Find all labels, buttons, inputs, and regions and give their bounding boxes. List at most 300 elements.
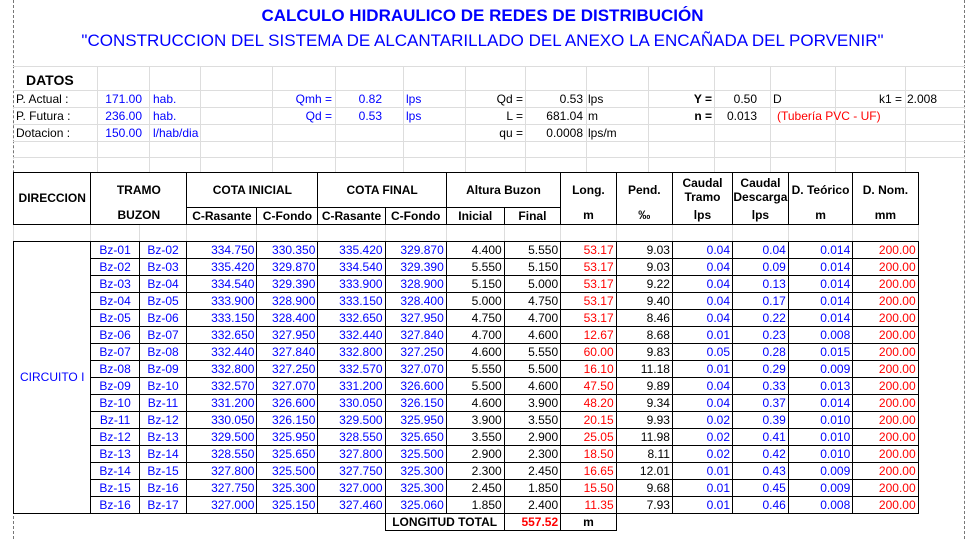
gridline	[648, 66, 649, 172]
d-teorico-cell: 0.009	[788, 479, 852, 496]
cota-ini-fondo-cell: 325.650	[257, 445, 318, 462]
d-teorico-cell: 0.015	[788, 343, 852, 360]
cota-fin-fondo-cell: 325.650	[385, 428, 446, 445]
longitud-cell: 53.17	[561, 292, 617, 309]
cota-ini-fondo-cell: 326.600	[257, 394, 318, 411]
cota-fin-rasante-cell: 330.050	[318, 394, 385, 411]
altura-inicial-cell: 5.150	[446, 275, 504, 292]
d-nominal-cell: 200.00	[853, 326, 918, 343]
col-direccion: DIRECCION	[14, 173, 91, 225]
col-tramo: TRAMO	[91, 173, 187, 208]
col-c-rasante-ini: C-Rasante	[187, 207, 257, 224]
col-long-unit: m	[561, 207, 617, 224]
d-nominal-cell: 200.00	[853, 377, 918, 394]
altura-inicial-cell: 4.600	[446, 343, 504, 360]
cota-fin-rasante-cell: 327.750	[318, 462, 385, 479]
cota-fin-fondo-cell: 325.060	[385, 496, 446, 513]
cota-ini-rasante-cell: 334.750	[187, 241, 257, 258]
altura-final-cell: 5.500	[504, 360, 560, 377]
col-caudal-descarga	[733, 173, 789, 208]
cota-ini-rasante-cell: 327.000	[187, 496, 257, 513]
altura-inicial-cell: 1.850	[446, 496, 504, 513]
caudal-descarga-line1: Caudal	[740, 176, 781, 190]
cota-ini-fondo-cell: 329.390	[257, 275, 318, 292]
altura-inicial-cell: 2.450	[446, 479, 504, 496]
cota-ini-rasante-cell: 330.050	[187, 411, 257, 428]
d-teorico-cell: 0.008	[788, 326, 852, 343]
qd-unit: lps	[406, 109, 422, 123]
altura-final-cell: 5.550	[504, 241, 560, 258]
cota-ini-fondo-cell: 330.350	[257, 241, 318, 258]
cota-ini-fondo-cell: 325.150	[257, 496, 318, 513]
d-nominal-cell: 200.00	[853, 258, 918, 275]
d-teorico-cell: 0.014	[788, 292, 852, 309]
col-caudal-tramo	[672, 173, 732, 208]
table-row	[14, 343, 965, 360]
caudal-tramo-cell: 0.04	[672, 377, 732, 394]
altura-final-cell: 2.400	[504, 496, 560, 513]
table-row	[14, 309, 965, 326]
caudal-descarga-line2: Descarga	[733, 190, 788, 204]
caudal-descarga-cell: 0.45	[733, 479, 789, 496]
cota-fin-rasante-cell: 332.440	[318, 326, 385, 343]
altura-final-cell: 5.550	[504, 343, 560, 360]
cota-ini-rasante-cell: 327.750	[187, 479, 257, 496]
cota-fin-rasante-cell: 327.460	[318, 496, 385, 513]
d-teorico-cell: 0.009	[788, 462, 852, 479]
buzon-start-cell: Bz-06	[91, 326, 139, 343]
caudal-descarga-cell: 0.39	[733, 411, 789, 428]
cota-fin-fondo-cell: 328.900	[385, 275, 446, 292]
longitud-cell: 25.05	[561, 428, 617, 445]
caudal-tramo-cell: 0.04	[672, 275, 732, 292]
n-value: 0.013	[726, 109, 757, 123]
cota-ini-rasante-cell: 332.440	[187, 343, 257, 360]
buzon-end-cell: Bz-11	[139, 394, 187, 411]
n-label: n =	[694, 109, 712, 123]
hydraulic-table	[13, 172, 965, 531]
buzon-start-cell: Bz-12	[91, 428, 139, 445]
caudal-descarga-cell: 0.13	[733, 275, 789, 292]
d-nominal-cell: 200.00	[853, 241, 918, 258]
datos-label: DATOS	[26, 72, 74, 88]
d-teorico-cell: 0.014	[788, 309, 852, 326]
qd2-label: Qd =	[496, 92, 523, 106]
pendiente-cell: 9.03	[616, 258, 672, 275]
longitud-cell: 11.35	[561, 496, 617, 513]
qd-value: 0.53	[358, 109, 382, 123]
pendiente-cell: 11.98	[616, 428, 672, 445]
cota-fin-rasante-cell: 332.800	[318, 343, 385, 360]
gridline	[149, 66, 150, 172]
d-nominal-cell: 200.00	[853, 292, 918, 309]
gridline	[13, 157, 965, 158]
altura-inicial-cell: 4.750	[446, 309, 504, 326]
col-pend: Pend.	[616, 173, 672, 208]
d-nominal-cell: 200.00	[853, 411, 918, 428]
cota-fin-rasante-cell: 332.650	[318, 309, 385, 326]
d-nominal-cell: 200.00	[853, 496, 918, 513]
circuit-label: CIRCUITO I	[14, 241, 91, 513]
col-d-teorico: D. Teórico	[788, 173, 852, 208]
gridline	[200, 66, 201, 172]
cota-ini-fondo-cell: 325.950	[257, 428, 318, 445]
pendiente-cell: 7.93	[616, 496, 672, 513]
dotacion-value: 150.00	[105, 126, 142, 140]
cota-ini-rasante-cell: 332.570	[187, 377, 257, 394]
caudal-descarga-cell: 0.46	[733, 496, 789, 513]
altura-final-cell: 5.150	[504, 258, 560, 275]
cota-ini-fondo-cell: 328.400	[257, 309, 318, 326]
pendiente-cell: 9.68	[616, 479, 672, 496]
altura-final-cell: 2.900	[504, 428, 560, 445]
buzon-start-cell: Bz-04	[91, 292, 139, 309]
col-buzon: BUZON	[91, 207, 187, 224]
altura-final-cell: 4.600	[504, 377, 560, 394]
col-pend-unit: ‰	[616, 207, 672, 224]
p-actual-value: 171.00	[105, 92, 142, 106]
d-teorico-cell: 0.014	[788, 258, 852, 275]
altura-inicial-cell: 5.550	[446, 258, 504, 275]
buzon-start-cell: Bz-08	[91, 360, 139, 377]
buzon-start-cell: Bz-02	[91, 258, 139, 275]
cota-fin-fondo-cell: 325.500	[385, 445, 446, 462]
cota-fin-fondo-cell: 329.870	[385, 241, 446, 258]
col-inicial: Inicial	[446, 207, 504, 224]
gridline	[13, 141, 965, 142]
d-nominal-cell: 200.00	[853, 309, 918, 326]
caudal-tramo-cell: 0.04	[672, 292, 732, 309]
buzon-end-cell: Bz-07	[139, 326, 187, 343]
cota-ini-rasante-cell: 333.900	[187, 292, 257, 309]
longitud-cell: 18.50	[561, 445, 617, 462]
p-actual-unit: hab.	[153, 92, 177, 106]
altura-final-cell: 4.750	[504, 292, 560, 309]
cota-fin-fondo-cell: 325.300	[385, 479, 446, 496]
pendiente-cell: 9.83	[616, 343, 672, 360]
d-nominal-cell: 200.00	[853, 462, 918, 479]
altura-inicial-cell: 5.500	[446, 377, 504, 394]
cota-ini-rasante-cell: 329.500	[187, 428, 257, 445]
buzon-start-cell: Bz-14	[91, 462, 139, 479]
buzon-end-cell: Bz-10	[139, 377, 187, 394]
cota-ini-fondo-cell: 328.900	[257, 292, 318, 309]
cota-fin-rasante-cell: 327.000	[318, 479, 385, 496]
altura-inicial-cell: 4.700	[446, 326, 504, 343]
cota-ini-fondo-cell: 326.150	[257, 411, 318, 428]
table-body	[14, 241, 965, 513]
altura-inicial-cell: 2.900	[446, 445, 504, 462]
qu-label: qu =	[499, 126, 523, 140]
y-unit: D	[773, 92, 782, 106]
qd-label: Qd =	[305, 109, 332, 123]
d-teorico-cell: 0.010	[788, 411, 852, 428]
total-row	[14, 513, 965, 530]
longitud-cell: 53.17	[561, 241, 617, 258]
caudal-descarga-cell: 0.41	[733, 428, 789, 445]
cota-fin-rasante-cell: 329.500	[318, 411, 385, 428]
cota-fin-rasante-cell: 335.420	[318, 241, 385, 258]
col-final: Final	[504, 207, 560, 224]
cota-ini-rasante-cell: 332.650	[187, 326, 257, 343]
table-row	[14, 394, 965, 411]
table-row	[14, 377, 965, 394]
col-cota-final: COTA FINAL	[318, 173, 446, 208]
altura-final-cell: 3.550	[504, 411, 560, 428]
caudal-tramo-cell: 0.01	[672, 462, 732, 479]
l-value: 681.04	[546, 109, 583, 123]
total-value: 557.52	[504, 513, 560, 530]
table-row	[14, 428, 965, 445]
buzon-start-cell: Bz-10	[91, 394, 139, 411]
longitud-cell: 16.65	[561, 462, 617, 479]
longitud-cell: 15.50	[561, 479, 617, 496]
caudal-tramo-cell: 0.04	[672, 258, 732, 275]
cota-fin-rasante-cell: 327.800	[318, 445, 385, 462]
caudal-descarga-cell: 0.04	[733, 241, 789, 258]
qmh-value: 0.82	[358, 92, 382, 106]
p-actual-label: P. Actual :	[16, 92, 69, 106]
altura-final-cell: 4.700	[504, 309, 560, 326]
qmh-label: Qmh =	[295, 92, 332, 106]
cota-ini-fondo-cell: 327.070	[257, 377, 318, 394]
col-altura-buzon: Altura Buzon	[446, 173, 560, 208]
table-row	[14, 411, 965, 428]
cota-ini-fondo-cell: 325.300	[257, 479, 318, 496]
cota-fin-fondo-cell: 325.950	[385, 411, 446, 428]
altura-inicial-cell: 3.550	[446, 428, 504, 445]
qmh-unit: lps	[406, 92, 422, 106]
buzon-start-cell: Bz-03	[91, 275, 139, 292]
qd2-unit: lps	[588, 92, 604, 106]
cota-ini-rasante-cell: 335.420	[187, 258, 257, 275]
cota-ini-rasante-cell: 332.800	[187, 360, 257, 377]
gridline	[770, 66, 771, 172]
caudal-tramo-line2: Tramo	[684, 190, 721, 204]
altura-inicial-cell: 3.900	[446, 411, 504, 428]
col-caudal-descarga-unit: lps	[733, 207, 789, 224]
d-teorico-cell: 0.010	[788, 445, 852, 462]
header-row-2	[14, 207, 965, 224]
col-d-teorico-unit: m	[788, 207, 852, 224]
pendiente-cell: 9.93	[616, 411, 672, 428]
longitud-cell: 60.00	[561, 343, 617, 360]
cota-fin-rasante-cell: 328.550	[318, 428, 385, 445]
longitud-cell: 53.17	[561, 275, 617, 292]
d-nominal-cell: 200.00	[853, 479, 918, 496]
table-row	[14, 275, 965, 292]
caudal-tramo-cell: 0.04	[672, 394, 732, 411]
cota-fin-rasante-cell: 331.200	[318, 377, 385, 394]
cota-ini-fondo-cell: 327.950	[257, 326, 318, 343]
caudal-tramo-line1: Caudal	[682, 176, 723, 190]
cota-ini-fondo-cell: 327.840	[257, 343, 318, 360]
altura-final-cell: 2.300	[504, 445, 560, 462]
col-long: Long.	[561, 173, 617, 208]
table-row	[14, 360, 965, 377]
p-futura-unit: hab.	[153, 109, 177, 123]
caudal-tramo-cell: 0.02	[672, 445, 732, 462]
d-teorico-cell: 0.014	[788, 394, 852, 411]
page-subtitle: "CONSTRUCCION DEL SISTEMA DE ALCANTARILLADO DEL ANEXO LA ENCAÑADA DEL PORVENIR"	[81, 31, 884, 50]
cota-fin-fondo-cell: 327.070	[385, 360, 446, 377]
k1-label: k1 =	[878, 92, 902, 106]
d-nominal-cell: 200.00	[853, 445, 918, 462]
page-title: CALCULO HIDRAULICO DE REDES DE DISTRIBUCIÓN	[261, 6, 704, 25]
altura-inicial-cell: 5.000	[446, 292, 504, 309]
altura-final-cell: 4.600	[504, 326, 560, 343]
buzon-end-cell: Bz-05	[139, 292, 187, 309]
col-d-nom-unit: mm	[853, 207, 918, 224]
pendiente-cell: 9.34	[616, 394, 672, 411]
cota-ini-rasante-cell: 331.200	[187, 394, 257, 411]
caudal-tramo-cell: 0.05	[672, 343, 732, 360]
cota-ini-rasante-cell: 328.550	[187, 445, 257, 462]
d-teorico-cell: 0.014	[788, 241, 852, 258]
pendiente-cell: 11.18	[616, 360, 672, 377]
buzon-end-cell: Bz-13	[139, 428, 187, 445]
qu-value: 0.0008	[546, 126, 583, 140]
buzon-end-cell: Bz-02	[139, 241, 187, 258]
buzon-end-cell: Bz-04	[139, 275, 187, 292]
longitud-cell: 48.20	[561, 394, 617, 411]
caudal-descarga-cell: 0.09	[733, 258, 789, 275]
cota-fin-fondo-cell: 327.950	[385, 309, 446, 326]
spacer-row	[14, 224, 965, 241]
gridline	[586, 66, 587, 172]
caudal-tramo-cell: 0.02	[672, 428, 732, 445]
total-unit: m	[561, 513, 617, 530]
altura-inicial-cell: 4.400	[446, 241, 504, 258]
longitud-cell: 12.67	[561, 326, 617, 343]
col-d-nom: D. Nom.	[853, 173, 918, 208]
buzon-start-cell: Bz-05	[91, 309, 139, 326]
caudal-descarga-cell: 0.17	[733, 292, 789, 309]
d-nominal-cell: 200.00	[853, 394, 918, 411]
pendiente-cell: 9.89	[616, 377, 672, 394]
caudal-descarga-cell: 0.33	[733, 377, 789, 394]
caudal-descarga-cell: 0.42	[733, 445, 789, 462]
cota-ini-fondo-cell: 325.500	[257, 462, 318, 479]
y-label: Y =	[693, 92, 712, 106]
pendiente-cell: 8.46	[616, 309, 672, 326]
col-c-rasante-fin: C-Rasante	[318, 207, 385, 224]
cota-fin-fondo-cell: 325.300	[385, 462, 446, 479]
caudal-tramo-cell: 0.02	[672, 411, 732, 428]
caudal-descarga-cell: 0.29	[733, 360, 789, 377]
cota-fin-rasante-cell: 332.570	[318, 360, 385, 377]
buzon-start-cell: Bz-15	[91, 479, 139, 496]
cota-ini-fondo-cell: 329.870	[257, 258, 318, 275]
altura-final-cell: 2.450	[504, 462, 560, 479]
gridline	[905, 66, 906, 172]
altura-inicial-cell: 4.600	[446, 394, 504, 411]
buzon-end-cell: Bz-08	[139, 343, 187, 360]
table-row	[14, 258, 965, 275]
k1-value: 2.008	[907, 92, 938, 106]
caudal-tramo-cell: 0.01	[672, 360, 732, 377]
table-row	[14, 326, 965, 343]
cota-fin-fondo-cell: 327.840	[385, 326, 446, 343]
l-label: L =	[506, 109, 523, 123]
d-teorico-cell: 0.009	[788, 360, 852, 377]
cota-fin-fondo-cell: 328.400	[385, 292, 446, 309]
qd2-value: 0.53	[559, 92, 583, 106]
longitud-cell: 53.17	[561, 309, 617, 326]
d-nominal-cell: 200.00	[853, 360, 918, 377]
dotacion-unit: l/hab/dia	[153, 126, 199, 140]
gridline	[13, 66, 965, 67]
altura-inicial-cell: 5.550	[446, 360, 504, 377]
altura-final-cell: 1.850	[504, 479, 560, 496]
altura-final-cell: 3.900	[504, 394, 560, 411]
p-futura-value: 236.00	[105, 109, 142, 123]
cota-fin-fondo-cell: 329.390	[385, 258, 446, 275]
n-note: (Tubería PVC - UF)	[777, 109, 881, 123]
caudal-tramo-cell: 0.01	[672, 479, 732, 496]
d-nominal-cell: 200.00	[853, 275, 918, 292]
buzon-start-cell: Bz-16	[91, 496, 139, 513]
cota-ini-rasante-cell: 334.540	[187, 275, 257, 292]
buzon-start-cell: Bz-01	[91, 241, 139, 258]
caudal-tramo-cell: 0.04	[672, 241, 732, 258]
pendiente-cell: 8.68	[616, 326, 672, 343]
pendiente-cell: 9.03	[616, 241, 672, 258]
buzon-end-cell: Bz-06	[139, 309, 187, 326]
caudal-tramo-cell: 0.04	[672, 309, 732, 326]
header-row-1	[14, 173, 965, 208]
altura-inicial-cell: 2.300	[446, 462, 504, 479]
longitud-cell: 20.15	[561, 411, 617, 428]
buzon-start-cell: Bz-07	[91, 343, 139, 360]
dotacion-label: Dotacion :	[16, 126, 71, 140]
d-nominal-cell: 200.00	[853, 428, 918, 445]
table-row	[14, 292, 965, 309]
col-c-fondo-fin: C-Fondo	[385, 207, 446, 224]
table-row	[14, 479, 965, 496]
cota-fin-rasante-cell: 333.900	[318, 275, 385, 292]
table-row	[14, 241, 965, 258]
caudal-descarga-cell: 0.22	[733, 309, 789, 326]
altura-final-cell: 5.000	[504, 275, 560, 292]
total-label: LONGITUD TOTAL	[385, 513, 504, 530]
buzon-end-cell: Bz-16	[139, 479, 187, 496]
col-caudal-tramo-unit: lps	[672, 207, 732, 224]
caudal-descarga-cell: 0.37	[733, 394, 789, 411]
cota-fin-fondo-cell: 326.600	[385, 377, 446, 394]
d-nominal-cell: 200.00	[853, 343, 918, 360]
cota-fin-fondo-cell: 327.250	[385, 343, 446, 360]
caudal-descarga-cell: 0.43	[733, 462, 789, 479]
cota-fin-fondo-cell: 326.150	[385, 394, 446, 411]
d-teorico-cell: 0.010	[788, 428, 852, 445]
cota-fin-rasante-cell: 333.150	[318, 292, 385, 309]
buzon-start-cell: Bz-09	[91, 377, 139, 394]
pendiente-cell: 12.01	[616, 462, 672, 479]
buzon-end-cell: Bz-14	[139, 445, 187, 462]
buzon-end-cell: Bz-03	[139, 258, 187, 275]
buzon-end-cell: Bz-12	[139, 411, 187, 428]
qu-unit: lps/m	[588, 126, 617, 140]
p-futura-label: P. Futura :	[16, 109, 71, 123]
longitud-cell: 16.10	[561, 360, 617, 377]
buzon-start-cell: Bz-13	[91, 445, 139, 462]
col-cota-inicial: COTA INICIAL	[187, 173, 318, 208]
table-row	[14, 496, 965, 513]
d-teorico-cell: 0.013	[788, 377, 852, 394]
table-row	[14, 462, 965, 479]
cota-ini-fondo-cell: 327.250	[257, 360, 318, 377]
